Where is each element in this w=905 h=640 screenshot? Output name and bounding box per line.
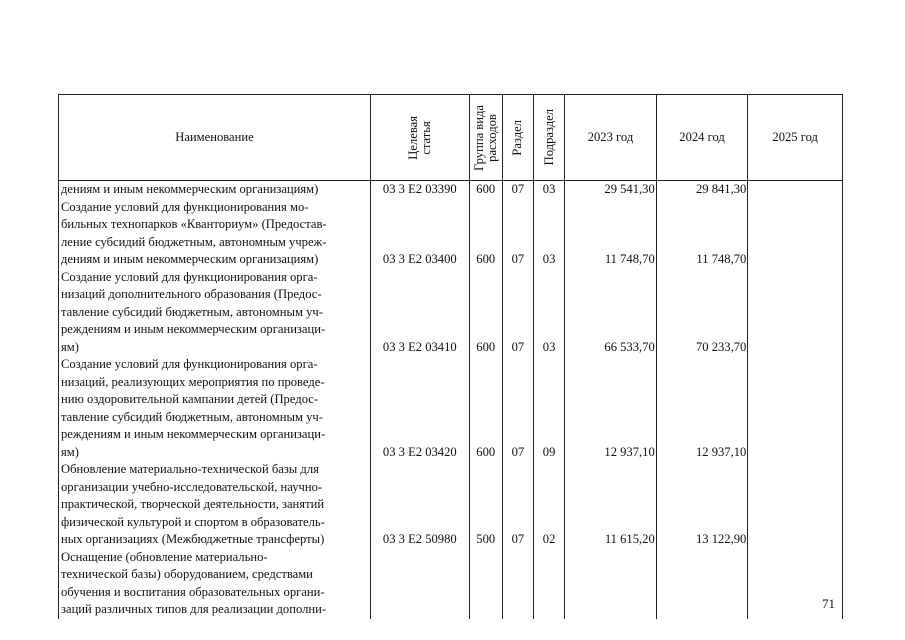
row-target-article: 03 3 E2 03390 <box>370 181 469 199</box>
row-name-line: физической культурой и спортом в образователь- <box>61 514 325 529</box>
row-name-line: реждениям и иным некоммерческим организаци- <box>61 427 326 441</box>
row-section: 07 <box>502 461 533 549</box>
header-section <box>502 95 533 181</box>
row-name <box>59 181 371 199</box>
budget-table <box>58 94 843 619</box>
row-name-line: ям) <box>61 339 79 354</box>
row-name-line: бильных технопарков «Кванториум» (Предостав- <box>61 217 327 231</box>
page-number: 71 <box>822 596 835 611</box>
row-target-article: 03 3 E2 03410 <box>370 269 469 357</box>
row-value-2024: 13 122,90 <box>656 461 748 549</box>
row-value-2023 <box>565 549 657 619</box>
row-name <box>59 269 371 357</box>
row-value-2025 <box>748 269 843 357</box>
row-name-line: Создание условий для функционирования мо- <box>61 199 309 214</box>
row-target-article: 03 3 E2 03400 <box>370 199 469 269</box>
table-row <box>59 269 843 357</box>
row-target-article: 03 3 E2 50980 <box>370 461 469 549</box>
row-value-2023: 11 748,70 <box>565 199 657 269</box>
row-section: 07 <box>502 269 533 357</box>
row-expense-group: 600 <box>469 356 502 461</box>
row-subsection: 03 <box>534 269 565 357</box>
header-subsection <box>534 95 565 181</box>
row-name-line: ям) <box>61 444 79 459</box>
row-value-2023: 29 541,30 <box>565 181 657 199</box>
row-name-line: технической базы) оборудованием, средствами <box>61 567 313 581</box>
header-name: Наименование <box>59 95 371 181</box>
row-target-article <box>370 549 469 619</box>
row-subsection: 02 <box>534 461 565 549</box>
row-value-2023: 66 533,70 <box>565 269 657 357</box>
row-name-line: заций различных типов для реализации дополни- <box>61 602 327 616</box>
table-row <box>59 181 843 199</box>
row-expense-group: 600 <box>469 181 502 199</box>
row-value-2025 <box>748 461 843 549</box>
table-row <box>59 356 843 461</box>
row-name-line: ных организациях (Межбюджетные трансферты) <box>61 532 325 546</box>
row-name-line: Оснащение (обновление материально- <box>61 549 268 564</box>
row-name-line: нию оздоровительной кампании детей (Предос- <box>61 392 319 406</box>
header-year-2023: 2023 год <box>565 95 657 181</box>
row-expense-group <box>469 549 502 619</box>
header-year-2024: 2024 год <box>656 95 748 181</box>
table-row <box>59 549 843 619</box>
row-name-line: ление субсидий бюджетным, автономным учреж- <box>61 234 327 249</box>
header-target-article-label: Целевая статья <box>405 115 433 160</box>
row-name-line: реждениям и иным некоммерческим организаци- <box>61 322 326 336</box>
row-value-2024: 70 233,70 <box>656 269 748 357</box>
row-name <box>59 199 371 269</box>
row-value-2024 <box>656 549 748 619</box>
row-expense-group: 600 <box>469 199 502 269</box>
row-name <box>59 461 371 549</box>
row-name-line: организации учебно-исследовательской, научно- <box>61 479 323 494</box>
row-name-line: практической, творческой деятельности, занятий <box>61 497 325 511</box>
row-subsection: 09 <box>534 356 565 461</box>
row-value-2023: 11 615,20 <box>565 461 657 549</box>
row-subsection: 03 <box>534 181 565 199</box>
row-value-2024: 29 841,30 <box>656 181 748 199</box>
row-value-2025 <box>748 356 843 461</box>
header-row <box>59 95 843 181</box>
header-subsection-label: Подраздел <box>541 109 556 166</box>
row-name <box>59 356 371 461</box>
row-name-line: обучения и воспитания образовательных органи- <box>61 584 325 599</box>
table-row <box>59 461 843 549</box>
header-year-2025: 2025 год <box>748 95 843 181</box>
header-target-article <box>370 95 469 181</box>
row-section: 07 <box>502 356 533 461</box>
row-value-2025 <box>748 199 843 269</box>
row-subsection: 03 <box>534 199 565 269</box>
row-expense-group: 500 <box>469 461 502 549</box>
header-expense-group-label: Группа вида расходов <box>471 104 499 171</box>
row-expense-group: 600 <box>469 269 502 357</box>
header-section-label: Раздел <box>510 119 525 156</box>
row-subsection <box>534 549 565 619</box>
row-name-line: Создание условий для функционирования орга- <box>61 357 318 371</box>
row-value-2024: 12 937,10 <box>656 356 748 461</box>
header-expense-group <box>469 95 502 181</box>
row-name-line: низаций, реализующих мероприятия по проведе- <box>61 374 325 389</box>
row-name-line: тавление субсидий бюджетным, автономным уч- <box>61 409 323 424</box>
row-name <box>59 549 371 619</box>
table-row <box>59 199 843 269</box>
row-value-2023: 12 937,10 <box>565 356 657 461</box>
row-name-line: Создание условий для функционирования орга- <box>61 269 318 284</box>
row-value-2025 <box>748 181 843 199</box>
row-name-line: Обновление материально-технической базы для <box>61 462 319 476</box>
row-name-line: низаций дополнительного образования (Предос- <box>61 287 322 301</box>
row-section: 07 <box>502 199 533 269</box>
table-body <box>59 181 843 619</box>
row-value-2024: 11 748,70 <box>656 199 748 269</box>
row-name-line: дениям и иным некоммерческим организациям) <box>61 182 319 196</box>
row-target-article: 03 3 E2 03420 <box>370 356 469 461</box>
row-section <box>502 549 533 619</box>
row-name-line: тавление субсидий бюджетным, автономным уч- <box>61 304 323 319</box>
row-name-line: дениям и иным некоммерческим организациям) <box>61 252 319 266</box>
row-section: 07 <box>502 181 533 199</box>
